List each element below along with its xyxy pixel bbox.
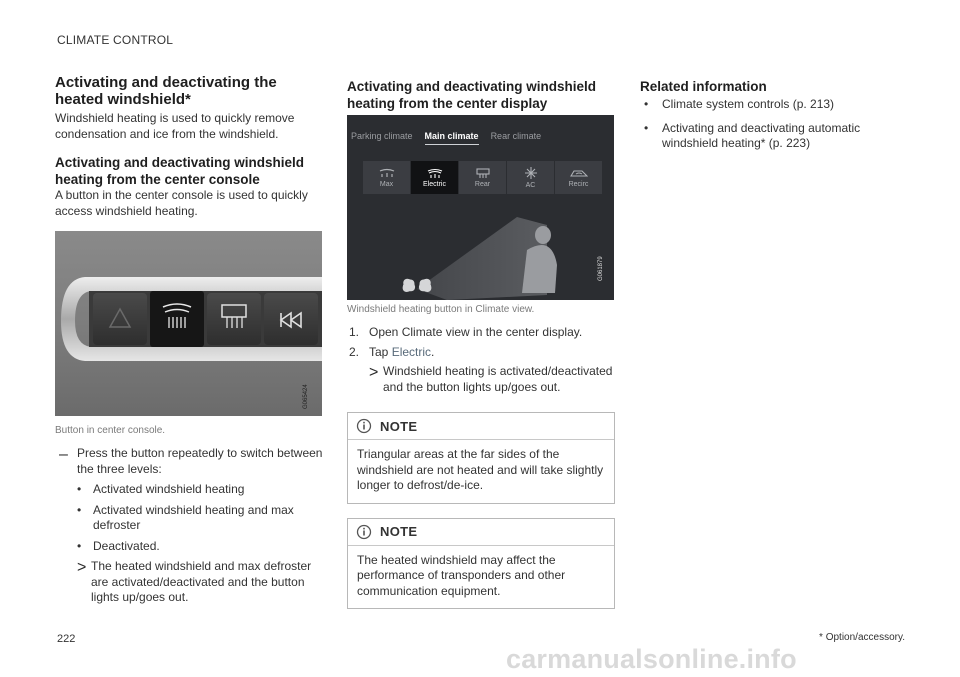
result-marker: >: [77, 559, 87, 576]
watermark: carmanualsonline.info: [506, 644, 797, 674]
climate-view-figure: [347, 115, 614, 315]
note-label: NOTE: [380, 524, 418, 539]
result-text: The heated windshield and max defroster are activated/deactivated and the button lights up/goes out.: [91, 559, 312, 604]
page-number: 222: [57, 633, 76, 645]
note-box: [347, 412, 615, 504]
figure-caption: Windshield heating button in Climate view.: [347, 304, 535, 315]
option-footnote: * Option/accessory.: [819, 632, 905, 643]
instruction-text: Press the button repeatedly to switch between the three levels:: [77, 446, 323, 476]
tab-rear-climate: Rear climate: [490, 131, 542, 141]
electric-windshield-button: Electric: [411, 161, 458, 194]
recirculation-button: Recirc: [555, 161, 602, 194]
figure-caption: Button in center console.: [55, 425, 166, 436]
info-icon: [356, 418, 372, 434]
tab-parking-climate: Parking climate: [351, 131, 413, 141]
step-2: 2. Tap Electric.: [349, 344, 435, 359]
figure-code: G065424: [303, 384, 309, 409]
figure-code: G061879: [598, 256, 604, 281]
center-console-figure: [55, 231, 322, 436]
fan-seat-graphic: [347, 205, 614, 300]
column-center-display: [347, 78, 615, 609]
result-item: > Windshield heating is activated/deactivated and the button lights up/goes out.: [369, 364, 613, 394]
fan-icon: [400, 276, 434, 294]
column-center-console: [55, 74, 323, 606]
max-defrost-icon: [379, 168, 395, 178]
level-list: [77, 482, 323, 554]
max-defroster-button: Max: [363, 161, 410, 194]
note-text: Triangular areas at the far sides of the windshield are not heated and will take slightly longer to defrost/de-ice.: [357, 447, 604, 492]
list-item: • Deactivated.: [77, 538, 160, 553]
windshield-heat-icon: [427, 168, 443, 178]
section-title: Activating and deactivating the heated windshield*: [55, 74, 277, 108]
snowflake-icon: [525, 167, 537, 179]
recirculation-icon: [570, 168, 588, 178]
console-paragraph: A button in the center console is used to quickly access windshield heating.: [55, 188, 308, 218]
related-title: Related information: [640, 79, 767, 94]
subsection-title: Activating and deactivating windshield heating from the center console: [55, 155, 305, 187]
climate-tabs: [351, 131, 541, 145]
note-label: NOTE: [380, 418, 418, 434]
tab-main-climate: Main climate: [425, 131, 479, 145]
result-item: [55, 559, 323, 606]
list-item: • Activated windshield heating and max defroster: [77, 502, 294, 532]
center-console-photo: [55, 231, 322, 416]
steps-list: [347, 325, 615, 395]
note-text: The heated windshield may affect the performance of transponders and other communication equipment.: [357, 552, 566, 598]
climate-view-screenshot: [347, 115, 614, 300]
related-links: [640, 97, 908, 152]
section-title: Activating and deactivating windshield heating from the center display: [347, 79, 597, 111]
column-related: [640, 78, 908, 160]
dash-marker: –: [59, 446, 68, 463]
related-link[interactable]: • Climate system controls (p. 213): [644, 97, 835, 111]
section-header: CLIMATE CONTROL: [57, 33, 174, 47]
intro-text: Windshield heating is used to quickly remove condensation and ice from the windshield.: [55, 111, 295, 141]
step-1: 1. Open Climate view in the center display.: [349, 325, 583, 339]
rear-defroster-button: Rear: [459, 161, 506, 194]
ac-button: AC: [507, 161, 554, 194]
list-item: • Activated windshield heating: [77, 482, 245, 496]
note-box: [347, 518, 615, 610]
info-icon: [356, 524, 372, 540]
related-link[interactable]: • Activating and deactivating automatic windshield heating* (p. 223): [644, 120, 861, 150]
rear-defrost-icon: [475, 168, 491, 178]
instruction-item: [55, 446, 323, 477]
electric-highlight: Electric: [391, 344, 432, 359]
climate-buttons: [363, 161, 602, 194]
